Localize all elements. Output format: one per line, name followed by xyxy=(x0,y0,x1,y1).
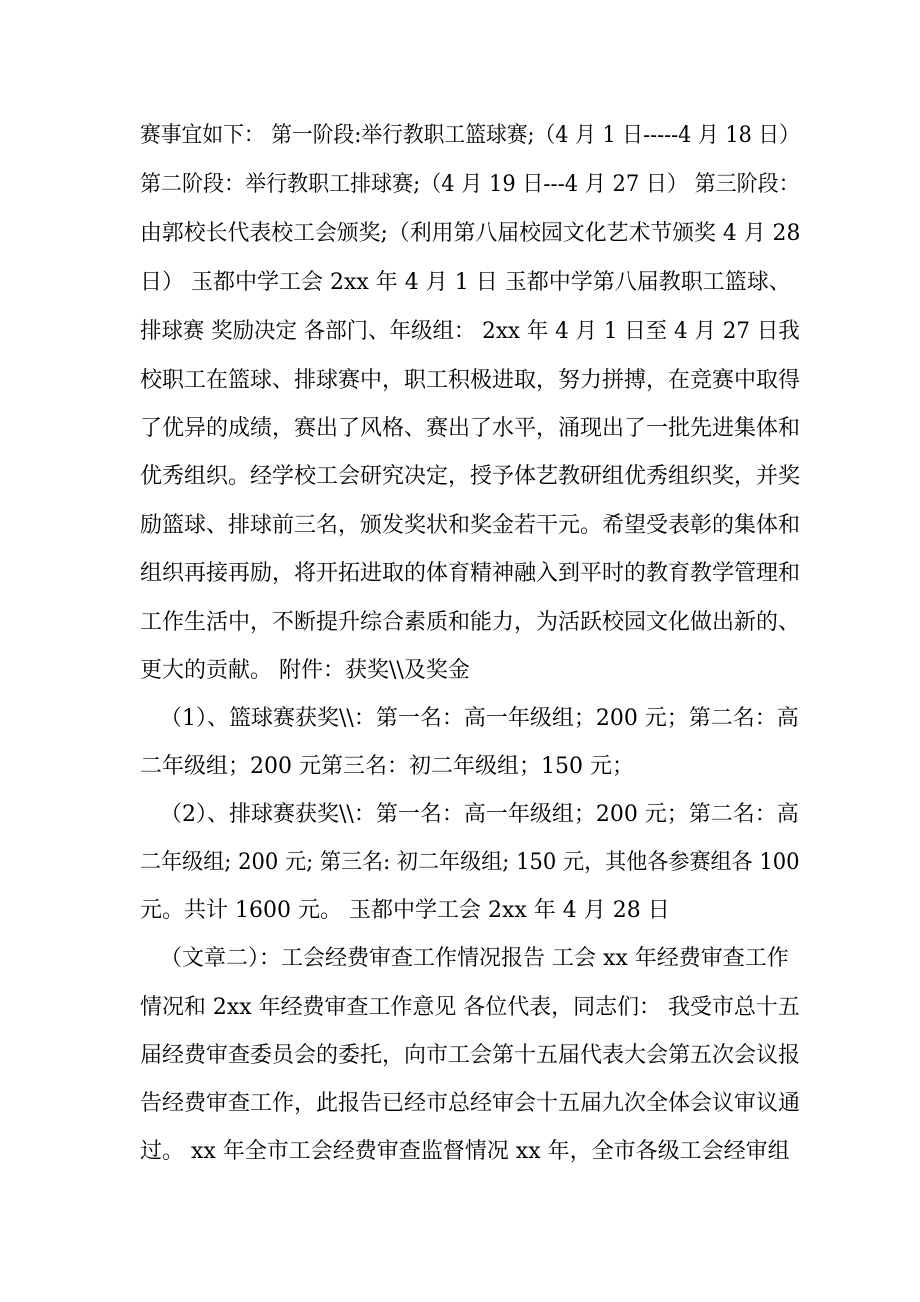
text-line: 由郭校长代表校工会颁奖;（利用第八届校园文化艺术节颁奖 4 月 28 xyxy=(140,221,801,246)
text-line: 优秀组织。经学校工会研究决定，授予体艺教研组优秀组织奖，并奖 xyxy=(140,464,801,489)
text-line: 组织再接再励，将开拓进取的体育精神融入到平时的教育教学管理和 xyxy=(140,561,801,586)
text-line: 工作生活中，不断提升综合素质和能力，为活跃校园文化做出新的、 xyxy=(140,610,801,635)
text-line: （1）、篮球赛获奖\\：第一名：高一年级组；200 元；第二名：高 xyxy=(160,706,799,731)
text-line: 励篮球、排球前三名，颁发奖状和奖金若干元。希望受表彰的集体和 xyxy=(140,513,801,538)
text-line: 日） 玉都中学工会 2xx 年 4 月 1 日 玉都中学第八届教职工篮球、 xyxy=(140,270,791,295)
text-line: 二年级组; 200 元; 第三名: 初二年级组; 150 元，其他各参赛组各 100 xyxy=(140,850,800,875)
text-line: 届经费审查委员会的委托，向市工会第十五届代表大会第五次会议报 xyxy=(140,1043,801,1068)
text-line: （2）、排球赛获奖\\：第一名：高一年级组；200 元；第二名：高 xyxy=(160,802,799,827)
text-line: （文章二）：工会经费审查工作情况报告 工会 xx 年经费审查工作 xyxy=(160,946,789,971)
text-line: 了优异的成绩，赛出了风格、赛出了水平，涌现出了一批先进集体和 xyxy=(140,416,801,441)
text-line: 第二阶段：举行教职工排球赛;（4 月 19 日---4 月 27 日） 第三阶段： xyxy=(140,172,800,197)
text-line: 二年级组；200 元第三名：初二年级组；150 元； xyxy=(140,754,634,779)
text-line: 告经费审查工作，此报告已经市总经审会十五届九次全体会议审议通 xyxy=(140,1091,801,1116)
text-line: 情况和 2xx 年经费审查工作意见 各位代表，同志们： 我受市总十五 xyxy=(140,995,800,1020)
text-line: 更大的贡献。 附件：获奖\\及奖金 xyxy=(140,658,470,683)
text-line: 校职工在篮球、排球赛中，职工积极进取，努力拼搏，在竞赛中取得 xyxy=(140,368,801,393)
text-line: 排球赛 奖励决定 各部门、年级组： 2xx 年 4 月 1 日至 4 月 27 日我 xyxy=(140,319,800,344)
text-line: 赛事宜如下： 第一阶段:举行教职工篮球赛;（4 月 1 日-----4 月 18 日） xyxy=(140,123,800,148)
text-line: 元。共计 1600 元。 玉都中学工会 2xx 年 4 月 28 日 xyxy=(140,898,670,923)
text-line: 过。 xx 年全市工会经费审查监督情况 xx 年，全市各级工会经审组 xyxy=(140,1139,790,1164)
